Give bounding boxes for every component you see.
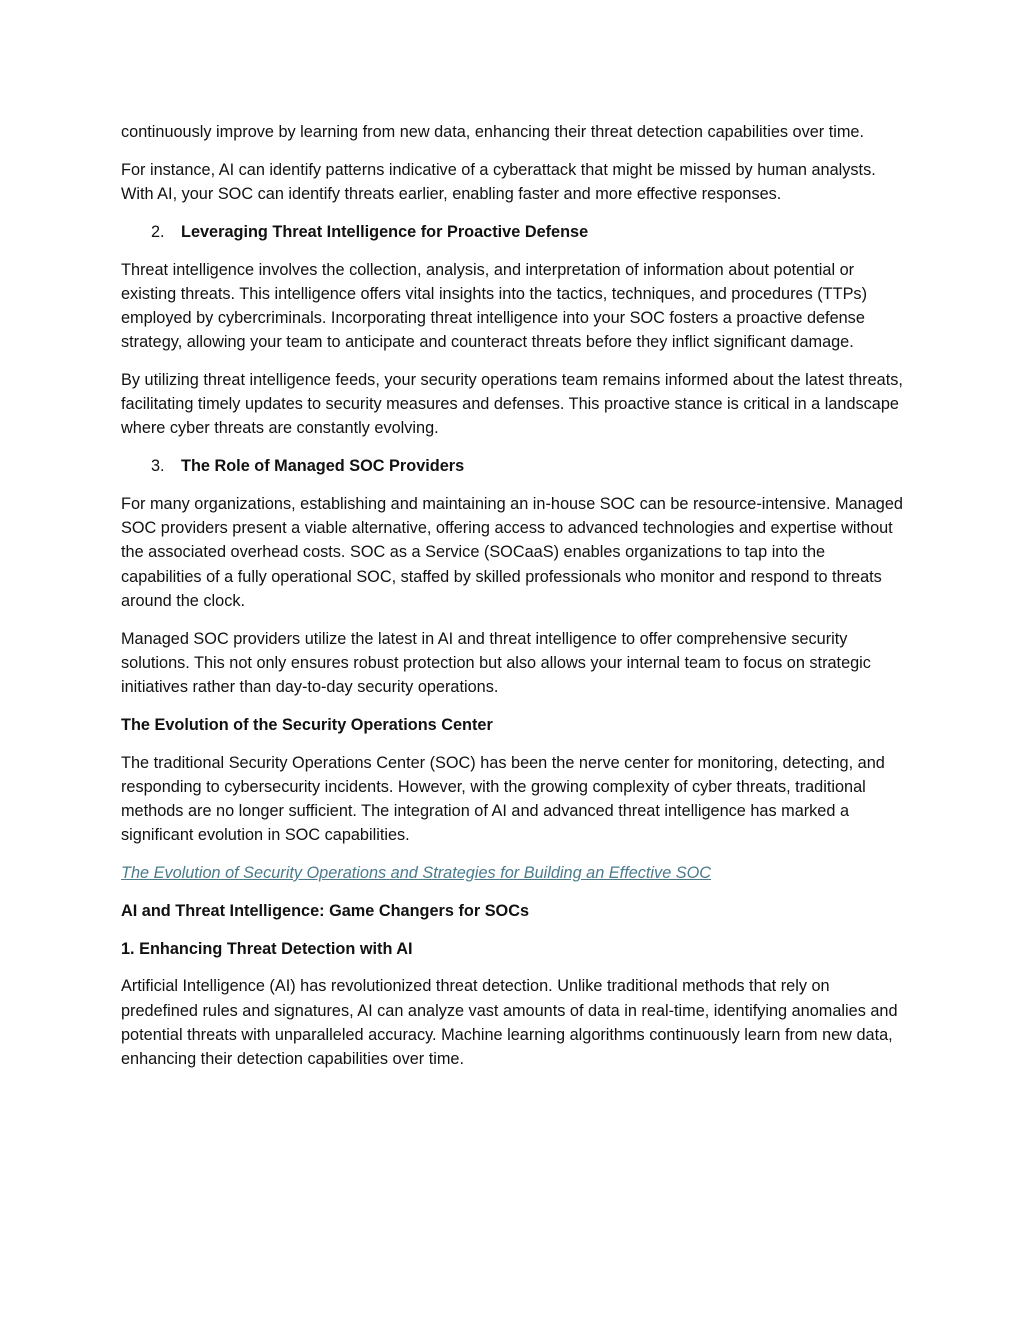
section-heading: The Evolution of the Security Operations Center	[121, 715, 493, 734]
section-heading: AI and Threat Intelligence: Game Changers for SOCs	[121, 901, 530, 920]
list-heading-text: The Role of Managed SOC Providers	[181, 457, 465, 476]
paragraph: For many organizations, establishing and maintaining an in-house SOC can be resource-intensive. Managed SOC providers present a viable alternative, offering access to advanced technologies and expertise without the associated overhead costs. SOC as a Service (SOCaaS) enables organizations to tap into the capabilities of a fully operational SOC, staffed by skilled professionals who monitor and respond to threats around the clock.	[121, 495, 903, 610]
numbered-heading-3	[121, 454, 905, 478]
list-number: 3.	[151, 457, 165, 476]
document-page	[121, 120, 905, 1085]
article-link[interactable]: The Evolution of Security Operations and Strategies for Building an Effective SOC	[121, 864, 712, 883]
list-heading-text: Leveraging Threat Intelligence for Proactive Defense	[181, 222, 589, 241]
numbered-heading-2	[121, 220, 905, 244]
list-number: 2.	[151, 222, 165, 241]
paragraph: Managed SOC providers utilize the latest in AI and threat intelligence to offer comprehensive security solutions. This not only ensures robust protection but also allows your internal team to focus on strategic initiatives rather than day-to-day security operations.	[121, 629, 871, 697]
paragraph: continuously improve by learning from new data, enhancing their threat detection capabilities over time.	[121, 123, 865, 141]
paragraph: The traditional Security Operations Center (SOC) has been the nerve center for monitoring, detecting, and responding to cybersecurity incidents. However, with the growing complexity of cyber threats, traditional methods are no longer sufficient. The integration of AI and advanced threat intelligence has marked a significant evolution in SOC capabilities.	[121, 753, 885, 845]
subsection-heading: 1. Enhancing Threat Detection with AI	[121, 939, 413, 958]
paragraph: For instance, AI can identify patterns indicative of a cyberattack that might be missed by human analysts. With AI, your SOC can identify threats earlier, enabling faster and more effective responses.	[121, 160, 876, 203]
paragraph: By utilizing threat intelligence feeds, your security operations team remains informed about the latest threats, facilitating timely updates to security measures and defenses. This proactive stance is critical in a landscape where cyber threats are constantly evolving.	[121, 371, 903, 438]
paragraph: Artificial Intelligence (AI) has revolutionized threat detection. Unlike traditional methods that rely on predefined rules and signatures, AI can analyze vast amounts of data in real-time, identifying anomalies and potential threats with unparalleled accuracy. Machine learning algorithms continuously learn from new data, enhancing their detection capabilities over time.	[121, 977, 898, 1069]
paragraph: Threat intelligence involves the collection, analysis, and interpretation of information about potential or existing threats. This intelligence offers vital insights into the tactics, techniques, and procedures (TTPs) employed by cybercriminals. Incorporating threat intelligence into your SOC fosters a proactive defense strategy, allowing your team to anticipate and counteract threats before they inflict significant damage.	[121, 260, 867, 352]
